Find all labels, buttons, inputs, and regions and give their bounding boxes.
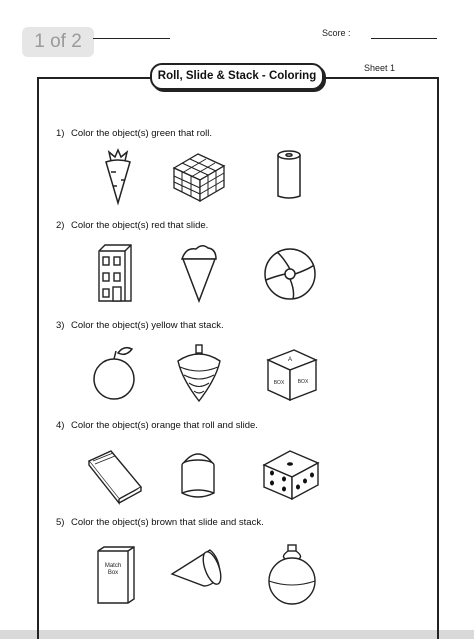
sheet-label: Sheet 1 — [364, 63, 396, 73]
dice-icon — [262, 445, 320, 506]
question-number: 5) — [56, 517, 65, 528]
beach-ball-icon — [263, 247, 317, 306]
ice-cream-cone-icon — [180, 243, 218, 308]
question-text: Color the object(s) brown that slide and stack. — [71, 517, 264, 528]
cup-icon — [178, 443, 218, 506]
paper-towel-roll-icon — [276, 150, 302, 205]
name-line — [93, 38, 170, 39]
question-text: Color the object(s) green that roll. — [71, 128, 212, 139]
book-icon — [87, 447, 143, 508]
question-4 — [56, 420, 258, 431]
page-indicator: 1 of 2 — [22, 27, 94, 57]
question-number: 3) — [56, 320, 65, 331]
letter-block-icon — [264, 346, 318, 407]
spinning-top-icon — [176, 343, 222, 408]
matchbox-label: Match Box — [104, 563, 122, 576]
carrot-icon — [103, 150, 133, 210]
question-number: 4) — [56, 420, 65, 431]
question-number: 2) — [56, 220, 65, 231]
question-number: 1) — [56, 128, 65, 139]
rubiks-cube-icon — [172, 150, 226, 207]
apple-icon — [92, 345, 138, 406]
matchbox-icon — [96, 545, 136, 610]
question-2 — [56, 220, 208, 231]
worksheet-title: Roll, Slide & Stack - Coloring — [150, 63, 324, 90]
block-right-label: BOX — [297, 379, 309, 385]
score-label: Score : — [322, 28, 351, 38]
cone-icon — [170, 548, 228, 593]
question-text: Color the object(s) yellow that stack. — [71, 320, 224, 331]
ornament-icon — [266, 543, 318, 610]
question-text: Color the object(s) orange that roll and slide. — [71, 420, 258, 431]
question-3 — [56, 320, 224, 331]
building-icon — [97, 243, 133, 308]
question-text: Color the object(s) red that slide. — [71, 220, 209, 231]
block-top-label: A — [287, 357, 293, 363]
question-5 — [56, 517, 264, 528]
score-line — [371, 38, 437, 39]
block-left-label: BOX — [273, 380, 285, 386]
question-1 — [56, 128, 212, 139]
